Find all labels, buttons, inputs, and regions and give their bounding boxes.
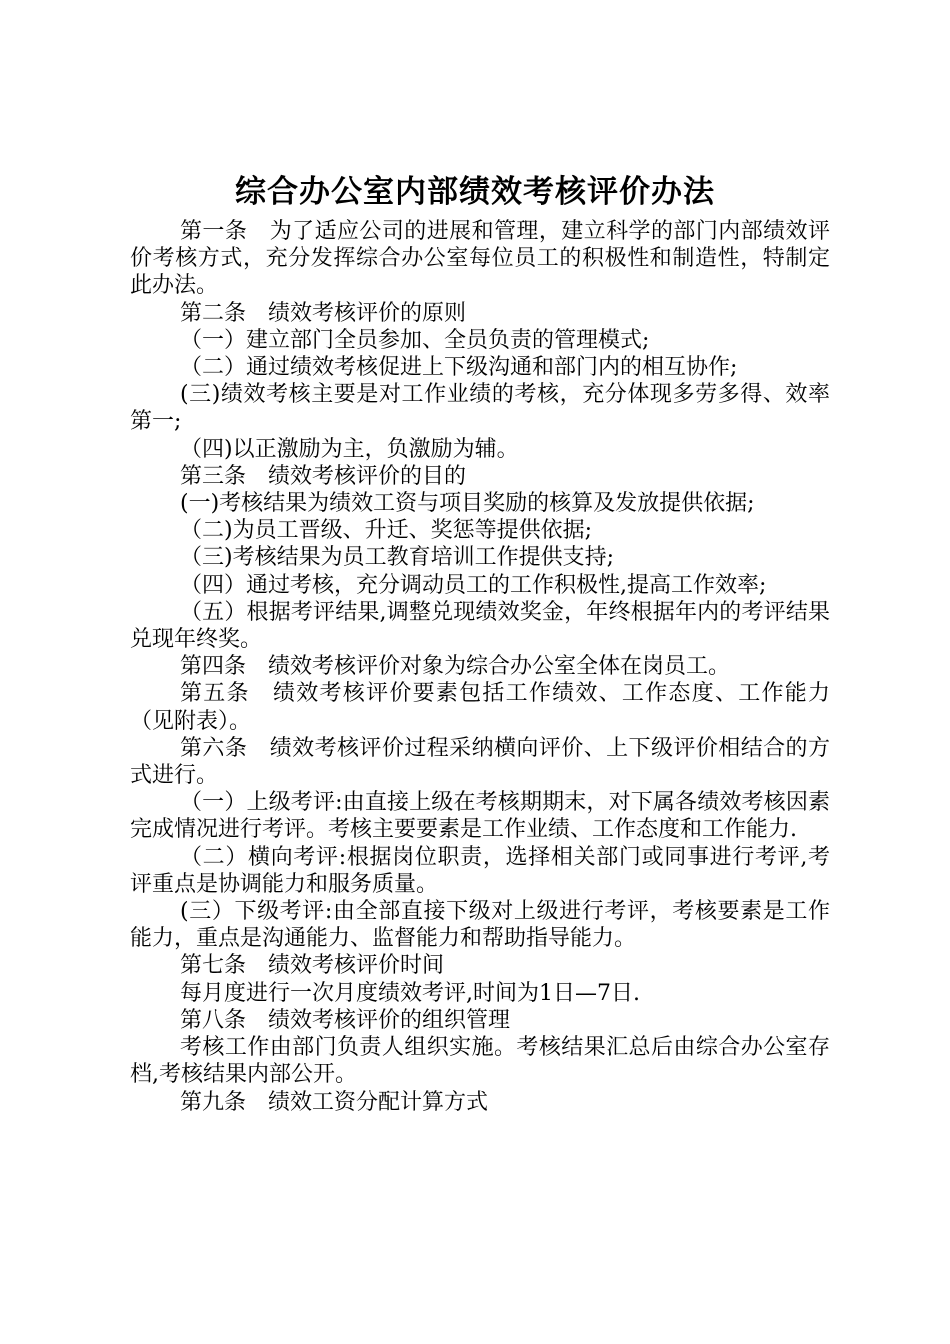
article-3-item-5: （五）根据考评结果,调整兑现绩效奖金，年终根据年内的考评结果兑现年终奖。 <box>130 599 830 653</box>
article-7-heading: 第七条 绩效考核评价时间 <box>180 953 445 979</box>
article-3-item-4: （四）通过考核，充分调动员工的工作积极性,提高工作效率; <box>180 572 767 598</box>
article-6-item-2: （二）横向考评:根据岗位职责，选择相关部门或同事进行考评,考评重点是协调能力和服务质量。 <box>130 844 830 897</box>
document-title: 综合办公室内部绩效考核评价办法 <box>235 174 715 210</box>
article-6: 第六条 绩效考核评价过程采纳横向评价、上下级评价相结合的方式进行。 <box>130 735 830 789</box>
article-8-text: 考核工作由部门负责人组织实施。考核结果汇总后由综合办公室存档,考核结果内部公开。 <box>130 1035 830 1088</box>
article-3-item-2: （二)为员工晋级、升迁、奖惩等提供依据; <box>180 518 592 544</box>
article-2-heading: 第二条 绩效考核评价的原则 <box>180 300 467 326</box>
article-3-item-3: （三)考核结果为员工教育培训工作提供支持; <box>180 545 614 571</box>
article-5: 第五条 绩效考核评价要素包括工作绩效、工作态度、工作能力（见附表）。 <box>130 681 830 734</box>
article-3-item-1: (一)考核结果为绩效工资与项目奖励的核算及发放提供依据; <box>180 491 755 517</box>
document-body <box>130 218 830 1116</box>
article-2-item-2: （二）通过绩效考核促进上下级沟通和部门内的相互协作; <box>180 355 738 381</box>
article-6-item-1: （一）上级考评:由直接上级在考核期期末，对下属各绩效考核因素完成情况进行考评。考核主要要素是工作业绩、工作态度和工作能力. <box>130 790 830 843</box>
article-1: 第一条 为了适应公司的进展和管理，建立科学的部门内部绩效评价考核方式，充分发挥综合办公室每位员工的积极性和制造性，特制定此办法。 <box>130 219 830 299</box>
article-2-item-4: （四)以正激励为主，负激励为辅。 <box>180 436 519 462</box>
article-7-text: 每月度进行一次月度绩效考评,时间为1日—7日. <box>180 980 640 1006</box>
article-8-heading: 第八条 绩效考核评价的组织管理 <box>180 1007 511 1033</box>
article-6-item-3: (三）下级考评:由全部直接下级对上级进行考评，考核要素是工作能力，重点是沟通能力、监督能力和帮助指导能力。 <box>130 899 830 952</box>
article-4: 第四条 绩效考核评价对象为综合办公室全体在岗员工。 <box>180 654 731 680</box>
article-3-heading: 第三条 绩效考核评价的目的 <box>180 463 467 489</box>
article-2-item-1: （一）建立部门全员参加、全员负责的管理模式; <box>180 327 650 353</box>
article-2-item-3: (三)绩效考核主要是对工作业绩的考核，充分体现多劳多得、效率第一; <box>130 382 830 435</box>
article-9-heading: 第九条 绩效工资分配计算方式 <box>180 1089 489 1115</box>
